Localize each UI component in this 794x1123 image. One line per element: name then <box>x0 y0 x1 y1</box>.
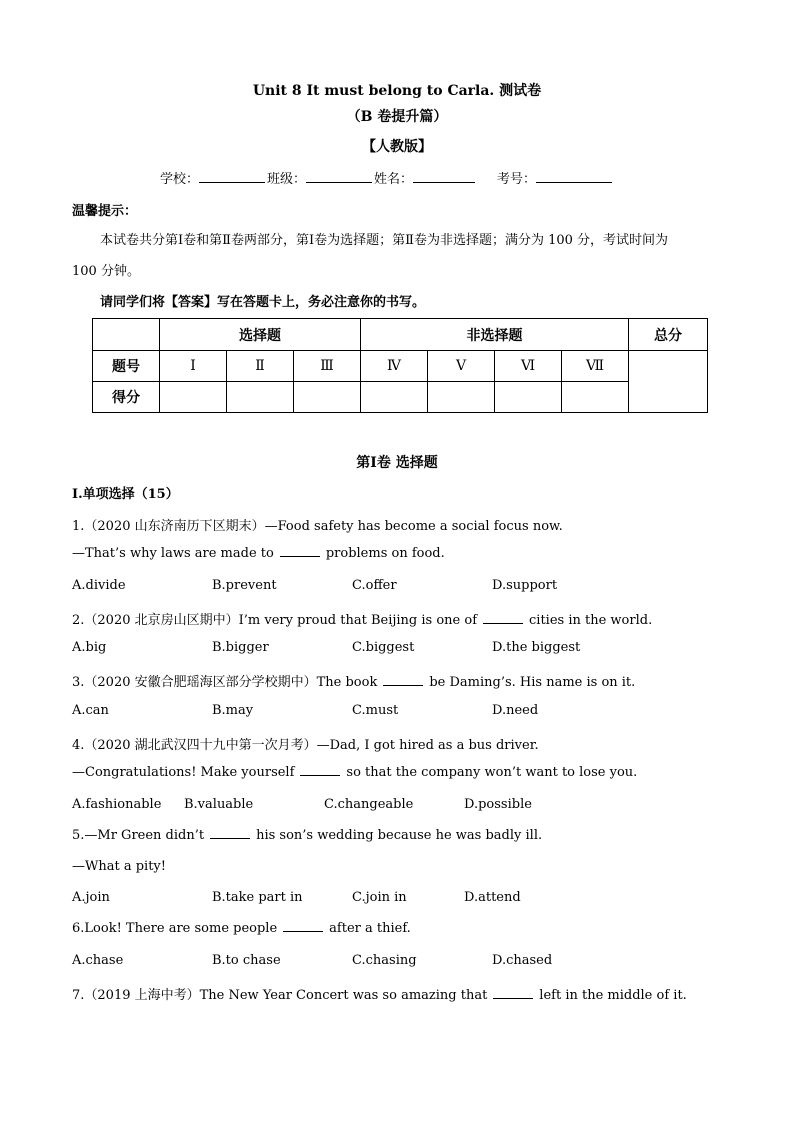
question-6-stem <box>72 921 411 936</box>
total-score-cell[interactable] <box>629 351 708 413</box>
question-3-stem <box>72 671 635 690</box>
question-5-stem <box>72 828 542 843</box>
answer-blank[interactable] <box>493 988 533 999</box>
page-subtitle: （B 卷提升篇） <box>346 109 448 125</box>
question-text: 3.（2020 安徽合肥瑶海区部分学校期中）The book <box>72 675 378 690</box>
question-text: —Congratulations! Make yourself <box>72 765 295 780</box>
numeral-cell: Ⅶ <box>562 351 629 382</box>
score-cell[interactable] <box>428 382 495 413</box>
choice-header: 选择题 <box>160 319 361 351</box>
question-text: 6.Look! There are some people <box>72 921 278 936</box>
question-number-label: 题号 <box>93 351 160 382</box>
option-d[interactable]: D.possible <box>464 797 532 812</box>
name-blank[interactable] <box>413 170 475 183</box>
notice-heading: 温馨提示： <box>72 204 138 219</box>
question-5-line-2: —What a pity! <box>72 859 166 874</box>
answer-blank[interactable] <box>283 921 323 932</box>
question-text: after a thief. <box>329 921 411 936</box>
non-choice-header: 非选择题 <box>361 319 629 351</box>
numeral-cell: Ⅰ <box>160 351 227 382</box>
option-d[interactable]: D.the biggest <box>492 640 581 655</box>
question-text: problems on food. <box>325 546 445 561</box>
section-heading: 第Ⅰ卷 选择题 <box>356 455 438 471</box>
score-table <box>92 318 708 413</box>
score-cell[interactable] <box>361 382 428 413</box>
answer-blank[interactable] <box>383 675 423 686</box>
numeral-cell: Ⅵ <box>495 351 562 382</box>
option-c[interactable]: C.biggest <box>352 640 415 655</box>
part-heading: Ⅰ.单项选择（15） <box>72 487 179 502</box>
question-2-stem <box>72 609 652 628</box>
question-7-stem <box>72 984 687 1003</box>
exam-no-blank[interactable] <box>536 170 612 183</box>
question-text: —That’s why laws are made to <box>72 546 274 561</box>
question-1-stem: 1.（2020 山东济南历下区期末）—Food safety has become a social focus now. <box>72 519 563 534</box>
option-d[interactable]: D.attend <box>464 890 521 905</box>
notice-instruction: 请同学们将【答案】写在答题卡上，务必注意你的书写。 <box>100 295 426 310</box>
score-table-corner <box>93 319 160 351</box>
question-4-line-2 <box>72 765 637 780</box>
option-a[interactable]: A.divide <box>72 578 126 593</box>
student-info-line <box>160 168 614 187</box>
numeral-cell: Ⅴ <box>428 351 495 382</box>
option-c[interactable]: C.chasing <box>352 953 417 968</box>
option-b[interactable]: B.take part in <box>212 890 303 905</box>
score-cell[interactable] <box>294 382 361 413</box>
score-cell[interactable] <box>160 382 227 413</box>
exam-no-label: 考号： <box>497 172 537 187</box>
question-text: be Daming’s. His name is on it. <box>429 675 636 690</box>
option-b[interactable]: B.prevent <box>212 578 277 593</box>
name-label: 姓名： <box>374 172 414 187</box>
option-b[interactable]: B.may <box>212 703 254 718</box>
option-d[interactable]: D.chased <box>492 953 553 968</box>
option-a[interactable]: A.can <box>72 703 109 718</box>
option-b[interactable]: B.to chase <box>212 953 281 968</box>
option-c[interactable]: C.changeable <box>324 797 414 812</box>
option-b[interactable]: B.valuable <box>184 797 254 812</box>
question-4-stem: 4.（2020 湖北武汉四十九中第一次月考）—Dad, I got hired as a bus driver. <box>72 738 539 753</box>
answer-blank[interactable] <box>210 828 250 839</box>
option-d[interactable]: D.support <box>492 578 558 593</box>
school-blank[interactable] <box>199 170 265 183</box>
option-c[interactable]: C.offer <box>352 578 397 593</box>
answer-blank[interactable] <box>300 765 340 776</box>
class-label: 班级： <box>267 172 307 187</box>
question-text: cities in the world. <box>529 613 653 628</box>
question-text: 5.—Mr Green didn’t <box>72 828 205 843</box>
option-a[interactable]: A.big <box>72 640 107 655</box>
notice-line-1: 本试卷共分第Ⅰ卷和第Ⅱ卷两部分，第Ⅰ卷为选择题；第Ⅱ卷为非选择题；满分为 100 分，考试时间为 <box>100 233 669 248</box>
option-a[interactable]: A.chase <box>72 953 124 968</box>
question-text: 7.（2019 上海中考）The New Year Concert was so amazing that <box>72 988 488 1003</box>
numeral-cell: Ⅱ <box>227 351 294 382</box>
score-cell[interactable] <box>227 382 294 413</box>
score-cell[interactable] <box>562 382 629 413</box>
score-label: 得分 <box>93 382 160 413</box>
question-text: left in the middle of it. <box>539 988 687 1003</box>
option-d[interactable]: D.need <box>492 703 539 718</box>
total-header: 总分 <box>629 319 708 351</box>
option-c[interactable]: C.join in <box>352 890 407 905</box>
question-1-line-2 <box>72 546 445 561</box>
numeral-cell: Ⅳ <box>361 351 428 382</box>
class-blank[interactable] <box>306 170 372 183</box>
option-b[interactable]: B.bigger <box>212 640 269 655</box>
score-cell[interactable] <box>495 382 562 413</box>
answer-blank[interactable] <box>483 613 523 624</box>
numeral-cell: Ⅲ <box>294 351 361 382</box>
edition-label: 【人教版】 <box>362 139 432 155</box>
school-label: 学校： <box>160 172 200 187</box>
option-c[interactable]: C.must <box>352 703 399 718</box>
question-text: his son’s wedding because he was badly ill. <box>256 828 543 843</box>
question-text: 2.（2020 北京房山区期中）I’m very proud that Beijing is one of <box>72 613 478 628</box>
answer-blank[interactable] <box>280 546 320 557</box>
option-a[interactable]: A.fashionable <box>72 797 162 812</box>
notice-line-2: 100 分钟。 <box>72 264 140 279</box>
option-a[interactable]: A.join <box>72 890 110 905</box>
page-title: Unit 8 It must belong to Carla. 测试卷 <box>252 83 542 99</box>
question-text: so that the company won’t want to lose you. <box>346 765 638 780</box>
